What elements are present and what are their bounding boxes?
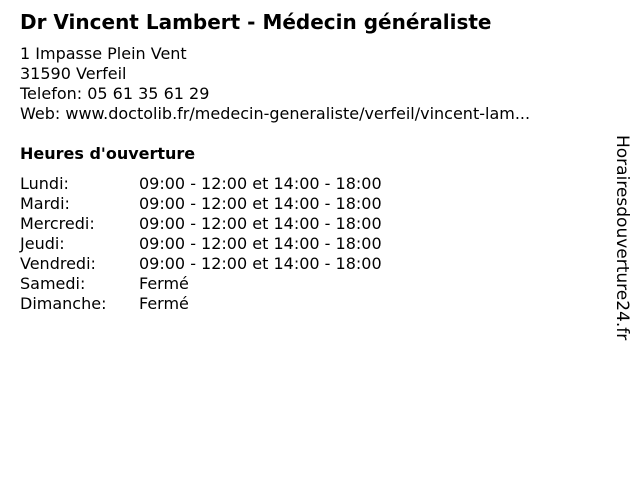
time-value: 09:00 - 12:00 et 14:00 - 18:00	[139, 174, 382, 193]
street-address: 1 Impasse Plein Vent	[20, 44, 187, 63]
day-label: Dimanche:	[20, 294, 107, 313]
website-line: Web: www.doctolib.fr/medecin-generaliste/verfeil/vincent-lam...	[20, 104, 531, 123]
day-label: Mardi:	[20, 194, 70, 213]
opening-hours-list	[20, 174, 440, 314]
hours-row-mardi	[20, 194, 440, 214]
hours-row-mercredi	[20, 214, 440, 234]
hours-row-samedi	[20, 274, 440, 294]
day-label: Vendredi:	[20, 254, 96, 273]
phone-number: Telefon: 05 61 35 61 29	[20, 84, 210, 103]
time-value: Fermé	[139, 294, 189, 313]
site-watermark: Horairesdouverture24.fr	[612, 135, 632, 341]
day-label: Samedi:	[20, 274, 86, 293]
hours-row-dimanche	[20, 294, 440, 314]
time-value: 09:00 - 12:00 et 14:00 - 18:00	[139, 234, 382, 253]
day-label: Mercredi:	[20, 214, 95, 233]
time-value: 09:00 - 12:00 et 14:00 - 18:00	[139, 194, 382, 213]
hours-row-lundi	[20, 174, 440, 194]
page-title: Dr Vincent Lambert - Médecin généraliste	[20, 10, 492, 34]
hours-row-jeudi	[20, 234, 440, 254]
day-label: Jeudi:	[20, 234, 65, 253]
time-value: 09:00 - 12:00 et 14:00 - 18:00	[139, 214, 382, 233]
hours-heading: Heures d'ouverture	[20, 144, 196, 163]
time-value: Fermé	[139, 274, 189, 293]
address-block	[20, 44, 530, 124]
time-value: 09:00 - 12:00 et 14:00 - 18:00	[139, 254, 382, 273]
city-address: 31590 Verfeil	[20, 64, 127, 83]
day-label: Lundi:	[20, 174, 69, 193]
hours-row-vendredi	[20, 254, 440, 274]
